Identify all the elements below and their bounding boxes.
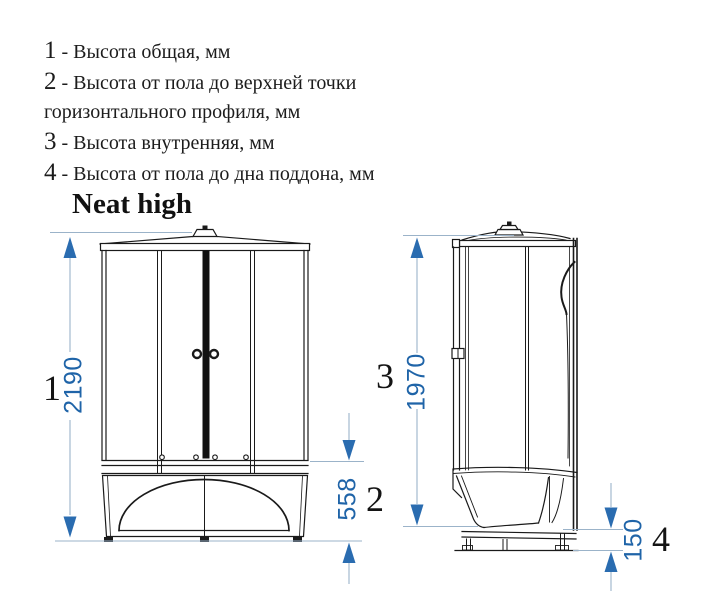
legend-item-number: 2 (44, 68, 57, 95)
dim-label-internal: 3 (376, 356, 394, 396)
dim-value-overall: 2190 (59, 356, 88, 414)
dimension-lines (50, 233, 623, 592)
dim-arrow-down-icon (605, 508, 618, 529)
front-roof (100, 0, 500, 251)
side-tray-section (453, 467, 577, 527)
product-title: Neat high (72, 188, 193, 220)
front-tray-panel (103, 476, 308, 537)
legend-item-text: - Высота общая, мм (61, 41, 231, 63)
dim-label-overall: 1 (43, 368, 61, 408)
legend-item-text: - Высота от пола до дна поддона, мм (61, 163, 375, 185)
dimension-arrows (64, 237, 618, 572)
dim-arrow-down-icon (411, 505, 424, 526)
front-view-drawing (100, 0, 500, 542)
side-frame-lines (452, 239, 577, 531)
dim-value-tray: 150 (619, 518, 648, 562)
side-support-frame (455, 532, 578, 551)
dim-value-profile: 558 (333, 477, 362, 521)
legend-item-text: - Высота внутренняя, мм (61, 132, 275, 154)
legend-item-number: 1 (44, 37, 57, 64)
legend-item-number: 3 (44, 128, 57, 155)
dim-arrow-down-icon (64, 517, 77, 538)
dim-arrow-up-icon (343, 543, 356, 564)
side-top-frame (453, 240, 576, 248)
dim-arrow-up-icon (605, 552, 618, 573)
side-view-drawing (452, 222, 578, 551)
front-horizontal-profile (102, 461, 308, 474)
dim-arrow-up-icon (64, 237, 77, 258)
dim-arrow-up-icon (411, 238, 424, 259)
legend-item-number: 4 (44, 159, 57, 186)
dim-label-profile: 2 (366, 479, 384, 519)
front-door-strip (203, 251, 210, 459)
dim-label-tray: 4 (652, 519, 670, 559)
side-roof (462, 222, 570, 241)
legend-item-text: - Высота от пола до верхней точки горизонтального профиля, мм (44, 72, 357, 123)
dim-arrow-down-icon (343, 440, 356, 461)
side-panel-flap (561, 262, 574, 458)
dim-value-internal: 1970 (402, 353, 431, 411)
dim-line-tray (563, 483, 623, 591)
